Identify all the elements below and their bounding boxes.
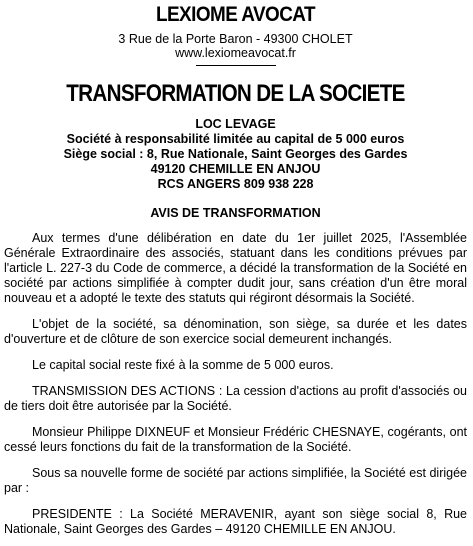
company-block	[4, 117, 467, 192]
company-rcs: RCS ANGERS 809 938 228	[157, 177, 314, 191]
main-title: TRANSFORMATION DE LA SOCIETE	[66, 80, 405, 107]
paragraph-managers: Monsieur Philippe DIXNEUF et Monsieur Frédéric CHESNAYE, cogérants, ont cessé leurs fonctions du fait de la transformation de la Société.	[4, 425, 467, 454]
paragraph-share-transfer: TRANSMISSION DES ACTIONS : La cession d'actions au profit d'associés ou de tiers doit être autorisée par la Société.	[4, 384, 467, 413]
firm-website: www.lexiomeavocat.fr	[175, 46, 296, 60]
paragraph-deliberation: Aux termes d'une délibération en date du 1er juillet 2025, l'Assemblée Générale Extraordinaire des associés, statuant dans les conditions prévues par l'article L. 227-3 du Code de commerce, a décidé la transformation de la Société en société par actions simplifiée à compter dudit jour, sans création d'un être moral nouveau et a adopté le texte des statuts qui régiront désormais la Société.	[4, 231, 467, 305]
paragraph-capital: Le capital social reste fixé à la somme de 5 000 euros.	[32, 358, 334, 372]
company-city: 49120 CHEMILLE EN ANJOU	[150, 162, 321, 176]
paragraph-president: PRESIDENTE : La Société MERAVENIR, ayant son siège social 8, Rue Nationale, Saint Georges des Gardes – 49120 CHEMILLE EN ANJOU.	[4, 507, 467, 536]
company-seat: Siège social : 8, Rue Nationale, Saint Georges des Gardes	[63, 147, 408, 161]
company-name: LOC LEVAGE	[195, 117, 276, 131]
paragraph-direction: Sous sa nouvelle forme de société par actions simplifiée, la Société est dirigée par :	[4, 466, 467, 495]
notice-title: AVIS DE TRANSFORMATION	[150, 206, 321, 220]
paragraph-unchanged: L'objet de la société, sa dénomination, son siège, sa durée et les dates d'ouverture et de clôture de son exercice social demeurent inchangés.	[4, 317, 467, 346]
firm-name: LEXIOME AVOCAT	[155, 3, 316, 26]
notice-body	[4, 231, 467, 537]
firm-address: 3 Rue de la Porte Baron - 49300 CHOLET	[118, 32, 353, 46]
company-form: Société à responsabilité limitée au capital de 5 000 euros	[66, 132, 405, 146]
header-divider	[196, 65, 276, 66]
